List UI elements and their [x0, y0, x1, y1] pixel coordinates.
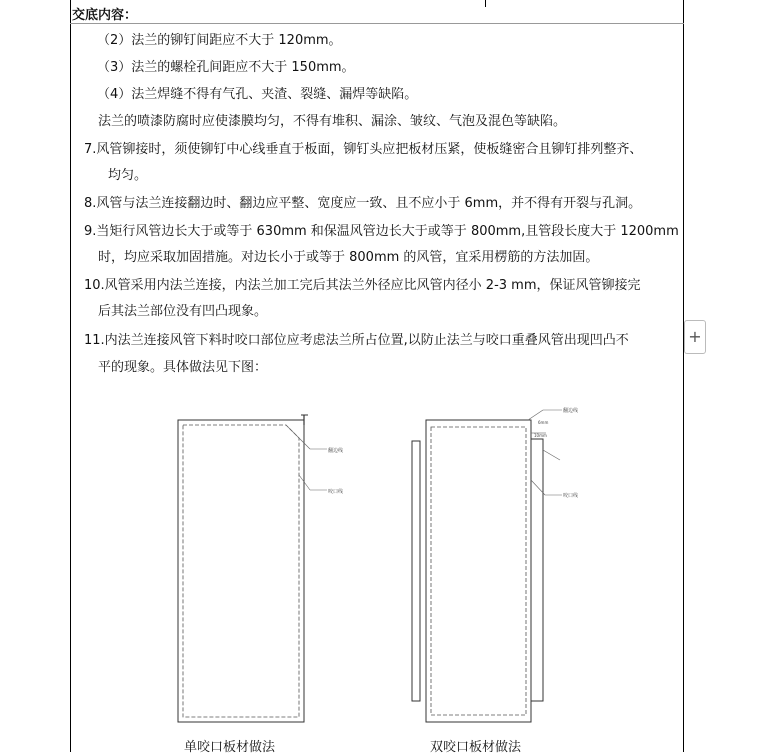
duct-diagram [150, 405, 590, 725]
header-divider [485, 0, 486, 7]
dimension-label: 10mm [534, 433, 547, 438]
text-line: （4）法兰焊缝不得有气孔、夹渣、裂缝、漏焊等缺陷。 [97, 87, 418, 102]
fold-line-label: 翻边线 [328, 448, 344, 454]
text-line: 均匀。 [108, 168, 148, 183]
seam-line-label: 咬口线 [328, 489, 344, 495]
text-line: 10.风管采用内法兰连接，内法兰加工完后其法兰外径应比风管内径小 2-3 mm，保证风管铆接完 [84, 278, 641, 293]
text-line: 11.内法兰连接风管下料时咬口部位应考虑法兰所占位置,以防止法兰与咬口重叠风管出现凹凸不 [84, 333, 629, 348]
single-seam-panel [178, 415, 343, 722]
double-seam-panel [412, 407, 578, 722]
add-button[interactable]: + [684, 320, 706, 354]
fold-line-label: 翻边线 [563, 408, 579, 414]
seam-line-label: 咬口线 [563, 493, 579, 499]
text-line: 后其法兰部位没有凹凸现象。 [98, 304, 268, 319]
text-line: （3）法兰的螺栓孔间距应不大于 150mm。 [97, 60, 355, 75]
text-line: 9.当矩行风管边长大于或等于 630mm 和保温风管边长大于或等于 800mm,且管段长度大于 1200mm [84, 224, 679, 239]
left-figure-caption: 单咬口板材做法 [184, 740, 276, 755]
right-figure-caption: 双咬口板材做法 [430, 740, 522, 755]
text-line: 7.风管铆接时，须使铆钉中心线垂直于板面，铆钉头应把板材压紧，使板缝密合且铆钉排列整齐、 [84, 142, 643, 157]
section-title: 交底内容： [72, 8, 138, 23]
text-line: 法兰的喷漆防腐时应使漆膜均匀，不得有堆积、漏涂、皱纹、气泡及混色等缺陷。 [98, 114, 567, 129]
header-row [70, 0, 684, 24]
text-line: 时，均应采取加固措施。对边长小于或等于 800mm 的风管，宜采用楞筋的方法加固。 [98, 250, 599, 265]
text-line: （2）法兰的铆钉间距应不大于 120mm。 [97, 33, 342, 48]
text-line: 8.风管与法兰连接翻边时、翻边应平整、宽度应一致、且不应小于 6mm，并不得有开裂与孔洞。 [84, 196, 642, 211]
dimension-label: 6mm [538, 420, 549, 425]
text-line: 平的现象。具体做法见下图： [98, 360, 268, 375]
